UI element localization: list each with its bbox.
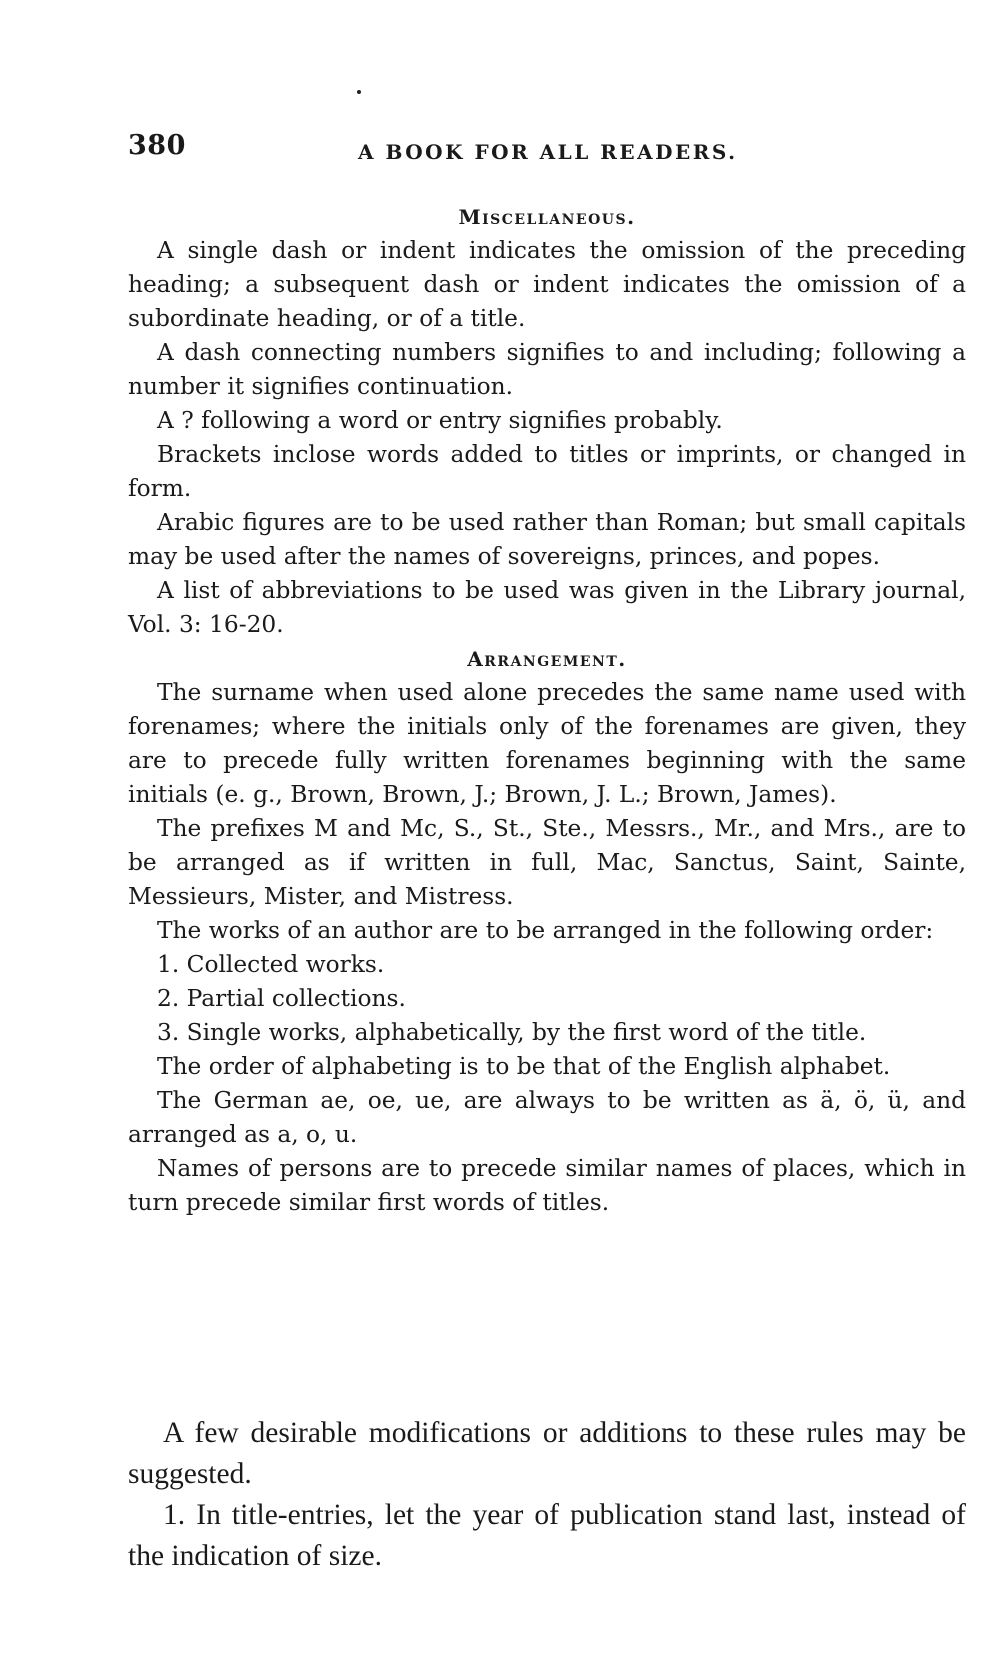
paragraph: A dash connecting numbers signifies to and including; following a number it signifies continuation. bbox=[128, 339, 966, 400]
section-heading-arrangement: Arrangement. bbox=[467, 647, 627, 671]
paragraph: A single dash or indent indicates the omission of the preceding heading; a subsequent dash or indent indicates the omission of a subordinate heading, or of a title. bbox=[128, 237, 966, 332]
paragraph: 1. In title-entries, let the year of publication stand last, instead of the indication of size. bbox=[128, 1499, 966, 1572]
section-heading-miscellaneous: Miscellaneous. bbox=[458, 205, 636, 229]
page-number: 380 bbox=[128, 130, 186, 161]
list-item: 1. Collected works. bbox=[157, 951, 385, 978]
paragraph: A few desirable modifications or additions to these rules may be suggested. bbox=[128, 1417, 966, 1490]
paragraph: A list of abbreviations to be used was given in the Library journal, Vol. 3: 16-20. bbox=[128, 577, 966, 638]
paragraph: The order of alphabeting is to be that of the English alphabet. bbox=[157, 1053, 891, 1080]
closing-text bbox=[128, 1413, 966, 1577]
paragraph: Names of persons are to precede similar names of places, which in turn precede similar first words of titles. bbox=[128, 1155, 966, 1216]
paragraph: A ? following a word or entry signifies probably. bbox=[157, 407, 723, 434]
print-speck bbox=[357, 90, 361, 94]
paragraph: The surname when used alone precedes the same name used with forenames; where the initials only of the forenames are given, they are to precede fully written forenames beginning with the same initials (e. g., Brown, Brown, J.; Brown, J. L.; Brown, James). bbox=[128, 679, 966, 808]
paragraph: Arabic figures are to be used rather than Roman; but small capitals may be used after the names of sovereigns, princes, and popes. bbox=[128, 509, 966, 570]
paragraph: The prefixes M and Mc, S., St., Ste., Messrs., Mr., and Mrs., are to be arranged as if written in full, Mac, Sanctus, Saint, Sainte, Messieurs, Mister, and Mistress. bbox=[128, 815, 966, 910]
list-item: 3. Single works, alphabetically, by the first word of the title. bbox=[157, 1019, 867, 1046]
list-item: 2. Partial collections. bbox=[157, 985, 406, 1012]
paragraph: Brackets inclose words added to titles or imprints, or changed in form. bbox=[128, 441, 966, 502]
running-title: A BOOK FOR ALL READERS. bbox=[358, 140, 738, 164]
paragraph: The works of an author are to be arranged in the following order: bbox=[157, 917, 934, 944]
main-text bbox=[128, 200, 966, 1220]
paragraph: The German ae, oe, ue, are always to be written as ä, ö, ü, and arranged as a, o, u. bbox=[128, 1087, 966, 1148]
